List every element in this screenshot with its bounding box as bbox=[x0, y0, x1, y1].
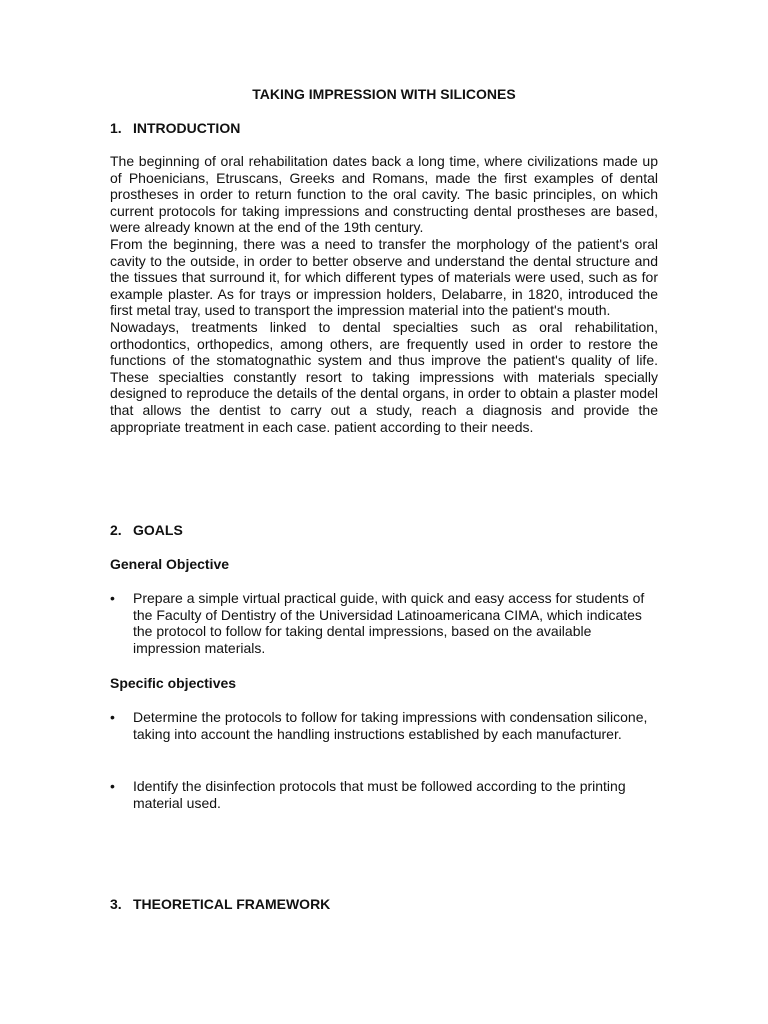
document-title: TAKING IMPRESSION WITH SILICONES bbox=[252, 86, 516, 102]
introduction-body bbox=[110, 153, 658, 435]
list-item-text: Determine the protocols to follow for taking impressions with condensation silicone, taking into account the handling instructions established by each manufacturer. bbox=[133, 709, 648, 742]
section-title: THEORETICAL FRAMEWORK bbox=[133, 896, 331, 912]
paragraph: From the beginning, there was a need to transfer the morphology of the patient's oral cavity to the outside, in order to better observe and understand the dental structure and the tissues that surround it, for which different types of materials were used, such as for example plaster. As for trays or impression holders, Delabarre, in 1820, introduced the first metal tray, used to transport the impression material into the patient's mouth. bbox=[110, 235, 658, 319]
section-title: GOALS bbox=[133, 522, 183, 538]
list-item-text: Identify the disinfection protocols that must be followed according to the printing material used. bbox=[133, 778, 626, 811]
section-title: INTRODUCTION bbox=[133, 120, 241, 136]
section-heading-goals bbox=[110, 522, 183, 539]
section-heading-theoretical-framework bbox=[110, 896, 330, 913]
list-item bbox=[110, 709, 658, 742]
bullet-icon: • bbox=[110, 709, 115, 725]
bullet-icon: • bbox=[110, 778, 115, 794]
list-item bbox=[110, 590, 658, 656]
paragraph: Nowadays, treatments linked to dental specialties such as oral rehabilitation, orthodontics, orthopedics, among others, are frequently used in order to restore the functions of the stomatognathic system and thus improve the patient's quality of life. These specialties constantly resort to taking impressions with materials specially designed to reproduce the details of the dental organs, in order to obtain a plaster model that allows the dentist to carry out a study, reach a diagnosis and provide the appropriate treatment in each case. patient according to their needs. bbox=[110, 318, 658, 435]
list-item-text: Prepare a simple virtual practical guide, with quick and easy access for students of the Faculty of Dentistry of the Universidad Latinoamericana CIMA, which indicates the protocol to follow for taking dental impressions, based on the available impression materials. bbox=[133, 590, 645, 656]
section-number: 1. bbox=[110, 120, 122, 136]
paragraph: The beginning of oral rehabilitation dates back a long time, where civilizations made up of Phoenicians, Etruscans, Greeks and Romans, made the first examples of dental prostheses in order to return function to the oral cavity. The basic principles, on which current protocols for taking impressions and constructing dental prostheses are based, were already known at the end of the 19th century. bbox=[110, 153, 658, 236]
specific-objectives-heading: Specific objectives bbox=[110, 675, 237, 691]
bullet-icon: • bbox=[110, 590, 115, 606]
list-item bbox=[110, 778, 658, 811]
section-number: 2. bbox=[110, 522, 122, 538]
section-number: 3. bbox=[110, 896, 122, 912]
general-objective-heading: General Objective bbox=[110, 556, 230, 572]
section-heading-introduction bbox=[110, 120, 240, 137]
